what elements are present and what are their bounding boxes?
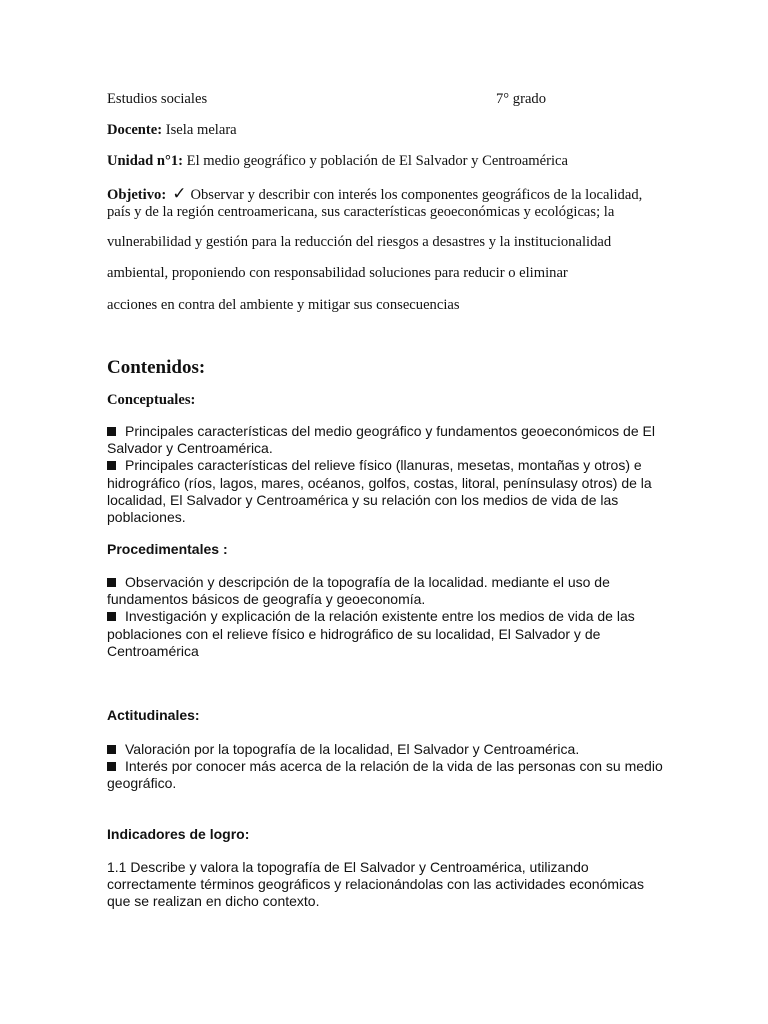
objective-label: Objetivo: [107, 187, 167, 203]
teacher-line [107, 122, 237, 139]
unit-label: Unidad n°1: [107, 153, 183, 169]
actitudinales-heading: Actitudinales: [107, 707, 200, 723]
list-item-text: Principales características del relieve físico (llanuras, mesetas, montañas y otros) e [125, 457, 642, 474]
objective-text-1: Observar y describir con interés los componentes geográficos de la localidad, [190, 187, 643, 203]
list-item [107, 741, 667, 758]
unit-line [107, 153, 568, 170]
list-item-continuation: Salvador y Centroamérica. [107, 440, 273, 457]
list-item-continuation: fundamentos básicos de geografía y geoeconomía. [107, 591, 426, 608]
square-bullet-icon [107, 461, 116, 470]
square-bullet-icon [107, 612, 116, 621]
actitudinales-list [107, 741, 667, 793]
grade-label: 7° grado [496, 91, 547, 107]
procedimentales-list [107, 574, 667, 660]
objective-line-1 [107, 184, 642, 204]
list-item-continuation: correctamente términos geográficos y relacionándolas con las actividades económicas [107, 876, 644, 893]
square-bullet-icon [107, 762, 116, 771]
list-item: 1.1 Describe y valora la topografía de El Salvador y Centroamérica, utilizando [107, 859, 589, 875]
teacher-name: Isela melara [165, 122, 237, 138]
list-item-continuation: poblaciones. [107, 509, 186, 526]
subject-label: Estudios sociales [107, 91, 208, 107]
objective-text-3: vulnerabilidad y gestión para la reducción del riesgos a desastres y la institucionalidad [107, 234, 612, 250]
conceptuales-heading: Conceptuales: [107, 392, 196, 408]
list-item-continuation: geográfico. [107, 775, 177, 792]
conceptuales-list [107, 423, 667, 526]
list-item-continuation: que se realizan en dicho contexto. [107, 893, 320, 910]
contents-heading: Contenidos: [107, 357, 206, 378]
unit-title: El medio geográfico y población de El Salvador y Centroamérica [186, 153, 568, 169]
objective-text-5: acciones en contra del ambiente y mitigar sus consecuencias [107, 297, 460, 313]
teacher-label: Docente: [107, 122, 163, 138]
list-item-continuation: poblaciones con el relieve físico e hidrográfico de su localidad, El Salvador y de [107, 625, 601, 642]
list-item [107, 574, 667, 591]
indicadores-list [107, 859, 667, 911]
list-item [107, 608, 667, 625]
indicadores-heading: Indicadores de logro: [107, 826, 250, 842]
square-bullet-icon [107, 578, 116, 587]
procedimentales-heading: Procedimentales : [107, 541, 228, 557]
list-item-text: Interés por conocer más acerca de la relación de la vida de las personas con su medio [125, 758, 663, 775]
square-bullet-icon [107, 745, 116, 754]
list-item-continuation: localidad, El Salvador y Centroamérica y su relación con los medios de vida de las [107, 491, 619, 508]
objective-text-2: país y de la región centroamericana, sus características geoeconómicas y ecológicas; la [107, 204, 615, 220]
objective-text-4: ambiental, proponiendo con responsabilidad soluciones para reducir o eliminar [107, 265, 568, 281]
list-item-text: Observación y descripción de la topografía de la localidad. mediante el uso de [125, 574, 610, 590]
list-item [107, 423, 667, 440]
list-item [107, 758, 667, 775]
list-item-text: Valoración por la topografía de la localidad, El Salvador y Centroamérica. [125, 741, 580, 757]
list-item-continuation: Centroamérica [107, 642, 199, 659]
list-item-text: Investigación y explicación de la relación existente entre los medios de vida de las [125, 608, 635, 625]
list-item [107, 457, 667, 474]
list-item-text: Principales características del medio geográfico y fundamentos geoeconómicos de El [125, 423, 655, 439]
list-item-continuation: hidrográfico (ríos, lagos, mares, océanos, golfos, costas, litoral, penínsulasy otros) de la [107, 474, 652, 491]
check-mark-icon: ✓ [172, 184, 187, 204]
square-bullet-icon [107, 427, 116, 436]
